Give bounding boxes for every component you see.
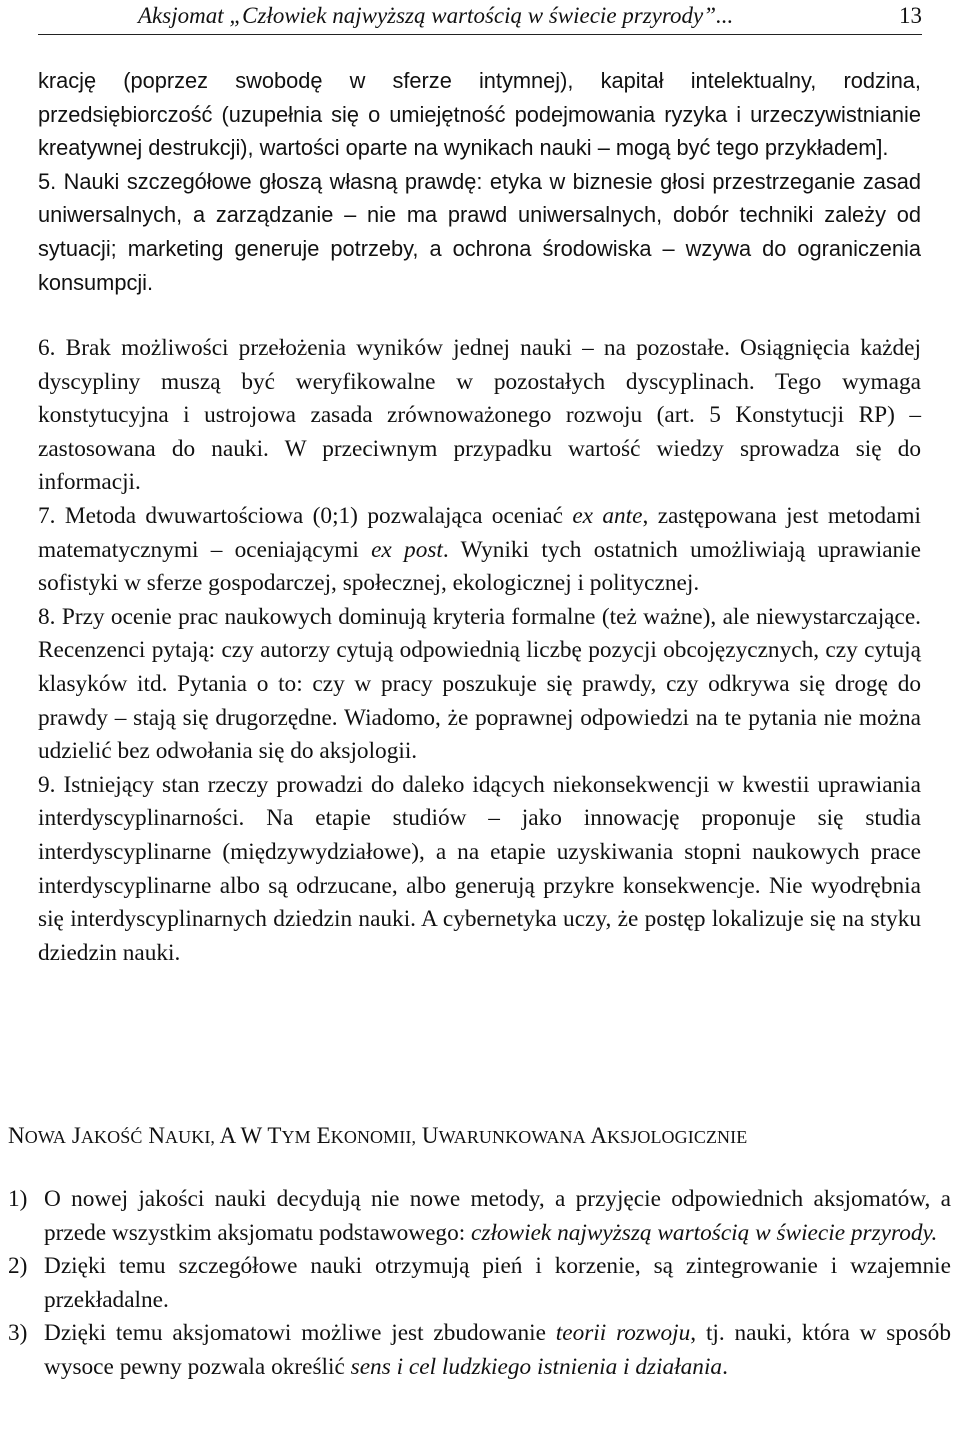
list-item-number: 2) bbox=[8, 1253, 28, 1280]
heading-word: TYM bbox=[267, 1123, 311, 1148]
paragraph-continuation: krację (poprzez swobodę w sferze intymnej), kapitał intelektualny, rodzina, przedsiębiorczość (uzupełnia się o umiejętność podejmowania ryzyka i urzeczywistnianie kreatywnej destrukcji), wartości oparte na wynikach nauki – mogą być tego przykładem]. bbox=[38, 68, 921, 161]
list-item bbox=[8, 1250, 951, 1317]
list-item bbox=[8, 1317, 951, 1384]
paragraph-6: 6. Brak możliwości przełożenia wyników jednej nauki – na pozostałe. Osiągnięcia każdej dyscypliny muszą być weryfikowalne w pozostałych dyscyplinach. Tego wymaga konstytucyjna i ustrojowa zasada zrównoważonego rozwoju (art. 5 Konstytucji RP) – zastosowana do nauki. W przeciwnym przypadku wartość wiedzy sprowadza się do informacji. bbox=[38, 335, 921, 496]
header-title: Aksjomat „Człowiek najwyższą wartością w świecie przyrody”... bbox=[138, 3, 734, 28]
paragraph-7: 7. Metoda dwuwartościowa (0;1) pozwalająca oceniać ex ante, zastępowana jest metodami matematycznymi – oceniającymi ex post. Wyniki tych ostatnich umożliwiają uprawianie sofistyki w sferze gospodarczej, społecznej, ekologicznej i politycznej. bbox=[38, 502, 922, 597]
heading-word: W bbox=[240, 1123, 262, 1148]
paragraph-8: 8. Przy ocenie prac naukowych dominują kryteria formalne (też ważne), ale niewystarczające. Recenzenci pytają: czy autorzy cytują odpowiednią liczbę pozycji obcojęzycznych, czy cytują klasyków itd. Pytania o to: czy w pracy poszukuje się prawdy, czy odkrywa się drogę do prawdy – stają się drugorzędne. Wiadomo, że poprawnej odpowiedzi na te pytania nie można udzielić bez odwołania się do aksjologii. bbox=[38, 603, 922, 765]
heading-word: JAKOŚĆ bbox=[71, 1123, 143, 1148]
list-item bbox=[8, 1183, 951, 1250]
section-heading bbox=[8, 1120, 747, 1153]
heading-word: NOWA bbox=[8, 1123, 67, 1148]
body-text-bottom bbox=[38, 332, 921, 970]
list-item-number: 3) bbox=[8, 1320, 28, 1347]
page-number: 13 bbox=[899, 3, 922, 28]
list-item-number: 1) bbox=[8, 1186, 28, 1212]
list-item-text: Dzięki temu szczegółowe nauki otrzymują pień i korzenie, są zintegrowanie i wzajemnie przekładalne. bbox=[44, 1253, 951, 1313]
body-text-top bbox=[38, 64, 921, 299]
numbered-list bbox=[8, 1183, 951, 1385]
heading-word: UWARUNKOWANA bbox=[421, 1123, 586, 1148]
list-item-text: O nowej jakości nauki decydują nie nowe metody, a przyjęcie odpowiednich aksjomatów, a przede wszystkim aksjomatu podstawowego: człowiek najwyższą wartością w świecie przyrody. bbox=[44, 1186, 951, 1246]
list-item-text: Dzięki temu aksjomatowi możliwe jest zbudowanie teorii rozwoju, tj. nauki, która w sposób wysoce pewny pozwala określić sens i cel ludzkiego istnienia i działania. bbox=[44, 1320, 951, 1380]
heading-word: EKONOMII, bbox=[316, 1123, 417, 1148]
heading-word: AKSJOLOGICZNIE bbox=[590, 1123, 748, 1148]
paragraph-9: 9. Istniejący stan rzeczy prowadzi do daleko idących niekonsekwencji w kwestii uprawiania interdyscyplinarności. Na etapie studiów – jako innowację proponuje się studia interdyscyplinarne (międzywydziałowe), a na etapie uzyskiwania stopni naukowych prace interdyscyplinarne albo są odrzucane, albo generują przykre konsekwencje. Nie wyodrębnia się interdyscyplinarnych dziedzin nauki. A cybernetyka uczy, że postęp lokalizuje się na styku dziedzin nauki. bbox=[38, 771, 921, 966]
paragraph-5: 5. Nauki szczegółowe głoszą własną prawdę: etyka w biznesie głosi przestrzeganie zasad uniwersalnych, a zarządzanie – nie ma prawd uniwersalnych, dobór techniki zależy od sytuacji; marketing generuje potrzeby, a ochrona środowiska – wzywa do ograniczenia konsumpcji. bbox=[38, 168, 921, 295]
heading-word: NAUKI, bbox=[148, 1123, 216, 1148]
heading-word: A bbox=[219, 1123, 236, 1148]
running-header bbox=[38, 0, 922, 35]
